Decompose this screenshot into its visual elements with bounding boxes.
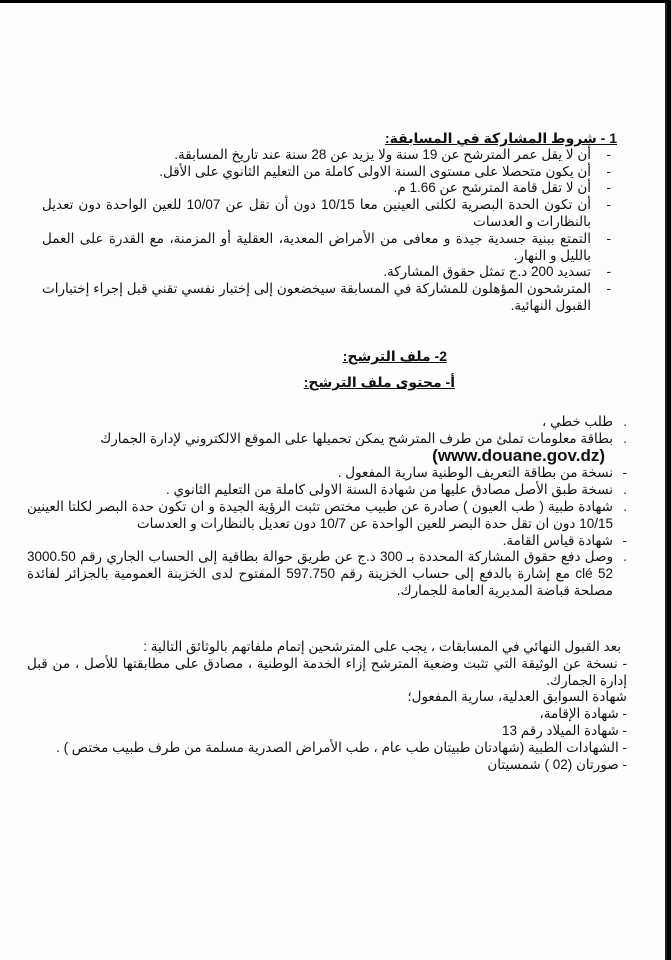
dash-bullet-icon: - [606, 264, 611, 280]
section-final-admission-documents [27, 639, 627, 773]
document-line: - نسخة عن الوثيقة التي تثبت وضعية المترشح إزاء الخدمة الوطنية ، مصادق على مطابقتها للأصل ، من قبل إدارة الجمارك. [27, 655, 627, 688]
list-item: - المترشحون المؤهلون للمشاركة في المسابقة سيخضعون إلى إختبار نفسي تقني قبل إجراء إختبارات القبول النهائية. [42, 281, 611, 313]
list-item: . طلب خطي ، [541, 414, 627, 429]
document-line: شهادة السوابق العدلية، سارية المفعول؛ [407, 689, 627, 705]
section2-subheading: أ- محتوى ملف الترشح: [303, 374, 455, 390]
list-item: . شهادة طبية ( طب العيون ) صادرة عن طبيب مختص تثبت الرؤية الجيدة و ان تكون حدة البصر لكلتا العينين 10/15 دون ان تقل حدة البصر للعين الواحدة عن 10/7 دون تعديل بالنظارات و العدسات [27, 498, 627, 531]
list-item: - أن يكون متحصلا على مستوى السنة الاولى كاملة من التعليم الثانوي على الأقل. [159, 163, 611, 179]
dash-bullet-icon: - [606, 197, 611, 213]
list-item: - التمتع ببنية جسدية جيدة و معافى من الأمراض المعدية، العقلية أو المزمنة، مع القدرة على العمل بالليل و النهار. [42, 230, 611, 263]
dash-bullet-icon: - [606, 146, 611, 162]
section-application-file [27, 414, 627, 600]
document-page [0, 3, 667, 960]
list-item: . وصل دفع حقوق المشاركة المحددة بـ 300 د.ج عن طريق حوالة بطاقية إلى الحساب الجاري رقم 3000.50 clé 52 مع إشارة بالدفع إلى حساب الخزينة رقم 597.750 المفتوح لدى الخزينة العمومية بالجزائر لفائدة مصلحة قباضة المديرية العامة للجمارك. [27, 549, 627, 598]
dash-bullet-icon: - [622, 465, 627, 481]
document-line: - شهادة الإقامة، [539, 706, 627, 722]
section1-heading: 1 - شروط المشاركة في المسابقة: [384, 130, 617, 146]
list-item: - نسخة من بطاقة التعريف الوطنية سارية المفعول . [337, 465, 627, 481]
final-admission-intro: بعد القبول النهائي في المسابقات ، يجب على المترشحين إتمام ملفاتهم بالوثائق التالية : [143, 639, 621, 654]
dash-bullet-icon: . [623, 482, 627, 498]
dash-bullet-icon: - [622, 532, 627, 548]
dash-bullet-icon: - [606, 180, 611, 196]
dash-bullet-icon: . [623, 549, 627, 565]
list-item: - أن تكون الحدة البصرية لكلتى العينين معا 10/15 دون أن تقل عن 10/07 للعين الواحدة دون تعديل بالنظارات و العدسات [42, 197, 611, 229]
customs-website-link[interactable]: (www.douane.gov.dz) [432, 445, 605, 465]
dash-bullet-icon: - [606, 230, 611, 246]
list-item: . نسخة طبق الأصل مصادق عليها من شهادة السنة الاولى كاملة من التعليم الثانوي . [165, 482, 627, 498]
document-line: - شهادة الميلاد رقم 13 [501, 722, 627, 738]
list-item: - أن لا يقل عمر المترشح عن 19 سنة ولا يزيد عن 28 سنة عند تاريخ المسابقة. [174, 146, 611, 162]
document-line: - صورتان (02 ) شمسيتان [487, 756, 627, 772]
file-contents-list [27, 414, 627, 600]
list-item: - شهادة قياس القامة. [502, 532, 627, 548]
section2-heading: 2- ملف الترشح: [342, 348, 447, 364]
dash-bullet-icon: . [623, 430, 627, 446]
dash-bullet-icon: - [606, 281, 611, 297]
list-item: - تسديد 200 د.ج تمثل حقوق المشاركة. [383, 264, 611, 280]
dash-bullet-icon: . [623, 414, 627, 429]
section-participation-conditions [42, 130, 617, 315]
document-line: - الشهادات الطبية (شهادتان طبيتان طب عام ، طب الأمراض الصدرية مسلمة من طرف طبيب مختص ) . [56, 739, 627, 755]
dash-bullet-icon: - [606, 163, 611, 179]
list-item: . بطاقة معلومات تملئ من طرف المترشح يمكن تحميلها على الموقع الالكتروني لإدارة الجمارك (www.douane.gov.dz) [100, 430, 627, 465]
conditions-list [42, 147, 617, 315]
dash-bullet-icon: . [623, 498, 627, 514]
list-item: - أن لا تقل قامة المترشح عن 1.66 م. [393, 180, 611, 196]
